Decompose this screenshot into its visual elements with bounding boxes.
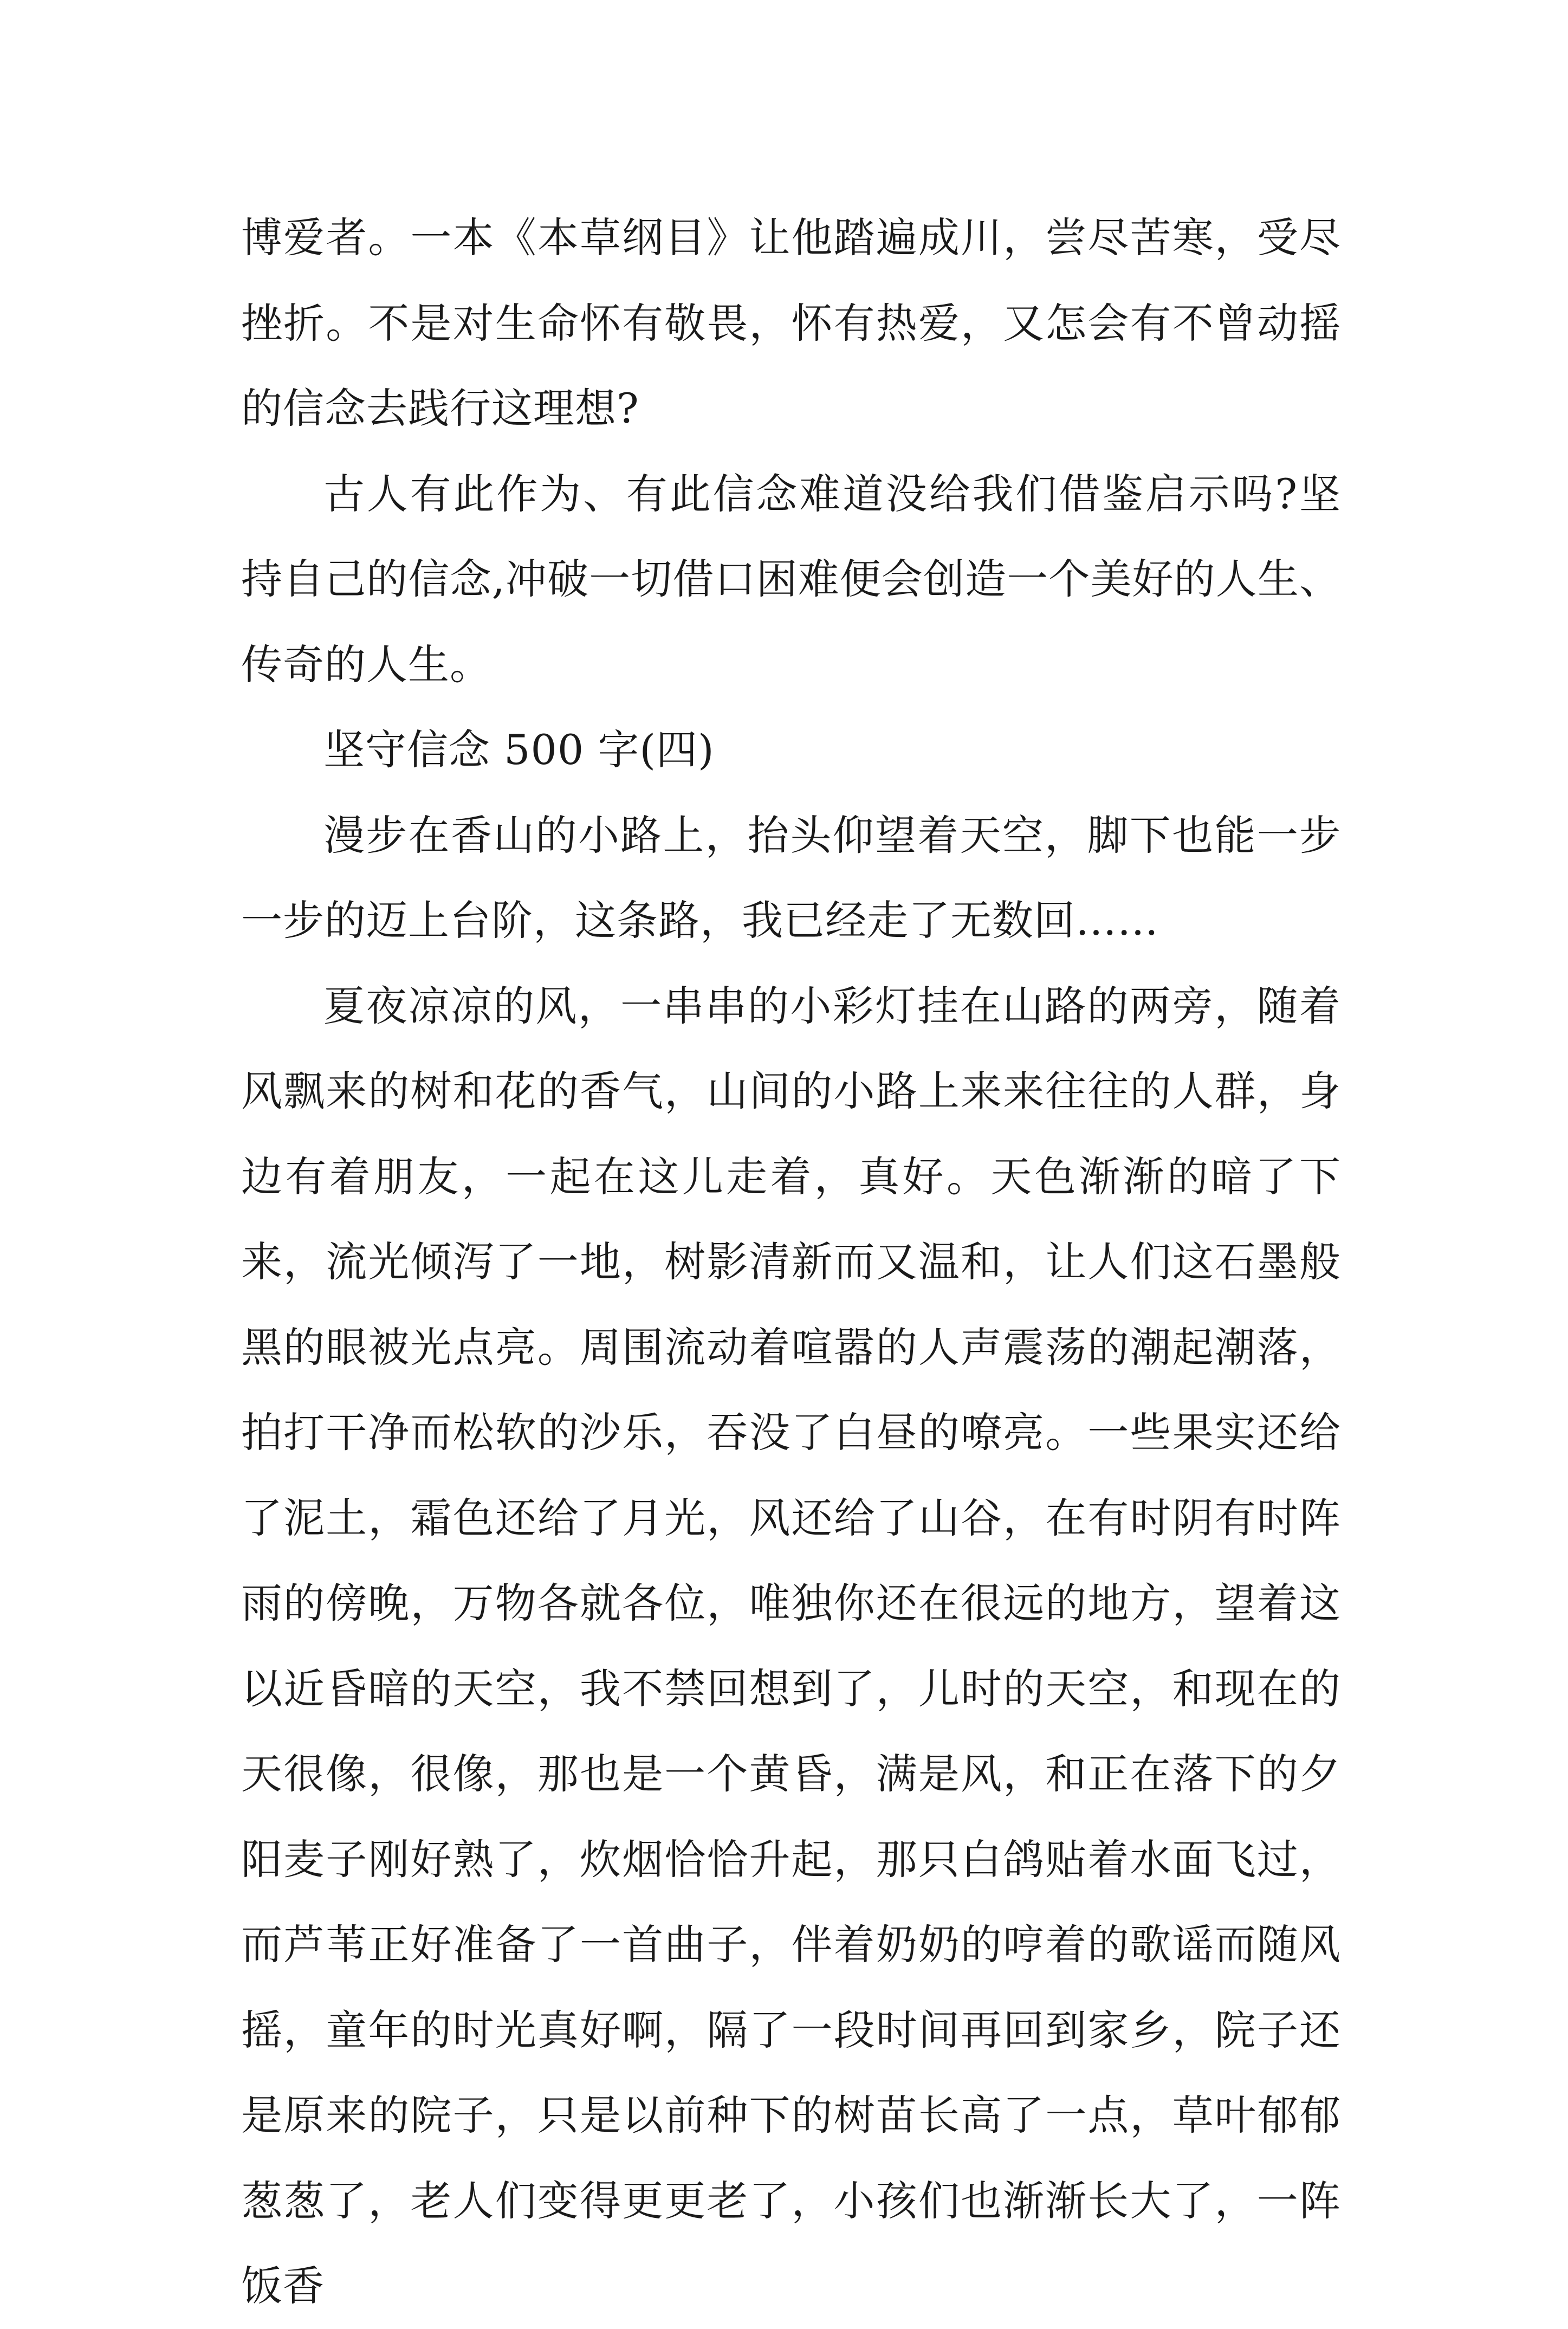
paragraph-ancient-inspiration: 古人有此作为、有此信念难道没给我们借鉴启示吗?坚持自己的信念,冲破一切借口困难便会创造一个美好的人生、传奇的人生。 (241, 469, 1341, 689)
section-heading: 坚守信念 500 字(四) (323, 726, 715, 774)
paragraph-xiangshan-walk: 漫步在香山的小路上，抬头仰望着天空，脚下也能一步一步的迈上台阶，这条路，我已经走了无数回…… (241, 811, 1341, 944)
paragraph-continuation: 博爱者。一本《本草纲目》让他踏遍成川，尝尽苦寒，受尽挫折。不是对生命怀有敬畏，怀有热爱，又怎会有不曾动摇的信念去践行这理想? (241, 214, 1341, 432)
document-body (241, 195, 1341, 2329)
paragraph-summer-night: 夏夜凉凉的风，一串串的小彩灯挂在山路的两旁，随着风飘来的树和花的香气，山间的小路上来来往往的人群，身边有着朋友，一起在这儿走着，真好。天色渐渐的暗了下来，流光倾泻了一地，树影清新而又温和，让人们这石墨般黑的眼被光点亮。周围流动着喧嚣的人声震荡的潮起潮落，拍打干净而松软的沙乐，吞没了白昼的嘹亮。一些果实还给了泥土，霜色还给了月光，风还给了山谷，在有时阴有时阵雨的傍晚，万物各就各位，唯独你还在很远的地方，望着这以近昏暗的天空，我不禁回想到了，儿时的天空，和现在的天很像，很像，那也是一个黄昏，满是风，和正在落下的夕阳麦子刚好熟了，炊烟恰恰升起，那只白鸽贴着水面飞过，而芦苇正好准备了一首曲子，伴着奶奶的哼着的歌谣而随风摇，童年的时光真好啊，隔了一段时间再回到家乡，院子还是原来的院子，只是以前种下的树苗长高了一点，草叶郁郁葱葱了，老人们变得更更老了，小孩们也渐渐长大了，一阵饭香 (241, 981, 1341, 2310)
